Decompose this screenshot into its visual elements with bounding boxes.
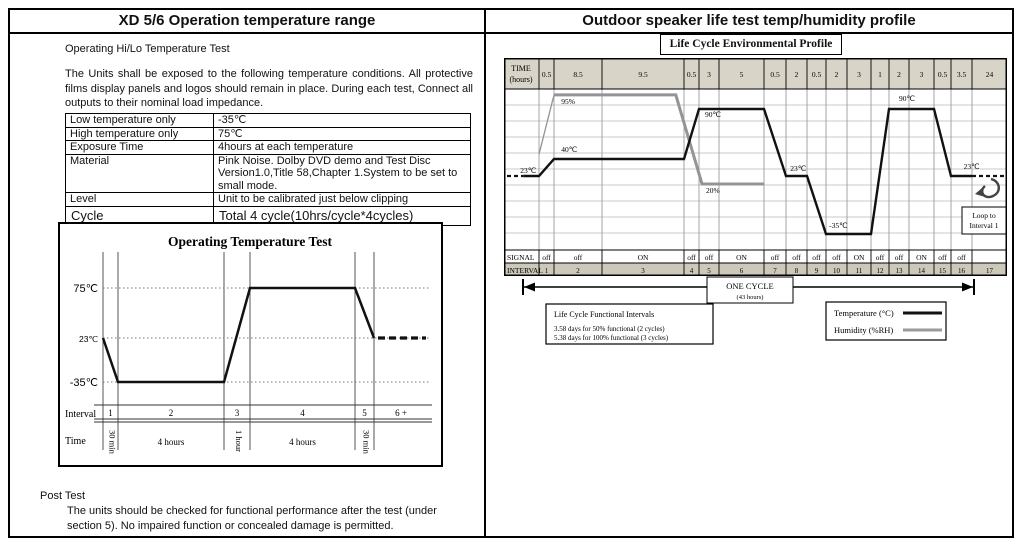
spec-value: Total 4 cycle(10hrs/cycle*4cycles) [214,206,471,225]
interval-cell: 2 [576,267,580,275]
one-cycle-label: ONE CYCLE [726,281,774,291]
spec-value: -35℃ [214,114,471,128]
table-border [505,59,1007,276]
point-annotation: 95% [561,96,575,106]
interval-cell: 7 [773,267,777,275]
time-cell: 2 [834,70,839,79]
spec-value: 4hours at each temperature [214,141,471,155]
time-cell: 3.5 [956,70,967,79]
loop-note-text: Loop to [972,211,996,220]
interval-cell: 13 [895,267,903,275]
time-cell-rotated: 1 hour [234,430,244,452]
point-annotation: 90℃ [899,94,915,103]
time-cell: 0.5 [937,70,948,79]
humidity-line-ramp [539,95,554,154]
signal-cell: ON [853,253,865,262]
interval-cell: 1 [544,267,549,275]
chart-title: Operating Temperature Test [167,234,333,249]
time-header: TIME [511,64,531,73]
y-tick-label: 23℃ [78,334,98,344]
spec-table [65,113,471,226]
point-annotation: 23℃ [520,166,537,175]
document-frame [8,8,1014,538]
legend-label: Temperature (°C) [834,308,894,318]
time-cell: 0.5 [686,70,697,79]
signal-cell: ON [736,253,747,262]
signal-cell: off [573,253,583,262]
signal-cell: off [894,253,904,262]
profile-title: Life Cycle Environmental Profile [660,34,842,55]
time-cell: 3 [919,70,924,79]
signal-header: SIGNAL [507,253,535,262]
life-cycle-profile-chart-svg [503,58,1008,348]
functional-intervals-line: 3.58 days for 50% functional (2 cycles) [554,325,665,333]
signal-cell: off [687,253,696,262]
time-cell: 0.5 [770,70,780,79]
interval-cell: 17 [986,267,993,275]
time-cell: 4 hours [157,437,185,447]
operating-temperature-chart [58,222,443,467]
point-annotation: 23℃ [790,164,807,173]
left-panel-title: XD 5/6 Operation temperature range [10,10,484,34]
time-cell: 24 [985,70,994,79]
time-cell: 2 [897,70,901,79]
time-cell: 0.5 [811,70,822,79]
spec-label: Exposure Time [66,141,214,155]
interval-cell: 11 [855,267,863,275]
spec-value: 75℃ [214,127,471,141]
signal-cell: off [792,253,801,262]
interval-cell: 2 [168,408,174,418]
time-cell: 4 hours [289,437,316,447]
signal-cell: off [875,253,885,262]
y-tick-label: -35℃ [69,377,98,389]
signal-cell: ON [637,253,649,262]
legend-label: Humidity (%RH) [834,325,894,335]
point-annotation: 40℃ [561,145,578,154]
post-test-body: The units should be checked for functional performance after the test (under section 5). No impaired function or concealed damage is permitted. [67,505,437,532]
y-tick-label: 75℃ [73,283,98,295]
intro-paragraph: The Units shall be exposed to the following temperature conditions. All protective films display panels and logos should remain in place. During each test, Connect all outputs to their nominal load impedance. [65,68,473,109]
spec-label: High temperature only [66,127,214,141]
arrow-head-left-icon [524,283,535,292]
interval-cell: 12 [876,267,884,275]
interval-cell: 3 [641,267,645,275]
table-row [66,114,471,128]
time-axis-label: Time [65,436,86,447]
interval-cell: 5 [362,408,367,418]
signal-cell: off [542,253,551,262]
interval-cell: 10 [833,267,840,275]
interval-cell: 14 [918,267,925,275]
signal-cell: off [704,253,714,262]
spec-value: Unit to be calibrated just below clipping [214,193,471,207]
point-annotation: -35℃ [829,221,848,230]
point-annotation: 20% [706,185,720,195]
signal-cell: off [957,253,966,262]
spec-label: Cycle [66,206,214,225]
interval-cell: 5 [707,267,711,275]
time-cell: 5 [739,70,744,79]
signal-cell: off [770,253,780,262]
loop-arrow-icon [982,179,999,197]
left-panel [10,10,486,536]
time-cell: 3 [857,70,861,79]
point-annotation: 23℃ [963,162,980,171]
time-cell: 0.5 [541,70,552,79]
subtitle: Operating Hi/Lo Temperature Test [65,43,230,55]
temperature-line [103,288,374,382]
interval-cell: 6 + [395,408,407,418]
table-row [66,193,471,207]
spec-label: Low temperature only [66,114,214,128]
interval-cell: 4 [689,267,694,275]
interval-cell: 3 [234,408,240,418]
right-panel-title: Outdoor speaker life test temp/humidity profile [486,10,1012,34]
interval-axis-label: Interval [65,409,97,420]
time-cell: 3 [707,70,711,79]
post-test-heading: Post Test [40,490,86,502]
functional-intervals-title: Life Cycle Functional Intervals [554,310,655,319]
time-header: (hours) [509,75,533,84]
temperature-line [523,109,972,234]
time-cell-rotated: 30 min [361,430,372,454]
signal-cell: off [938,253,947,262]
interval-cell: 1 [108,408,113,418]
interval-cell: 4 [300,408,305,418]
time-cell: 9.5 [638,70,648,79]
operating-temperature-chart-svg [60,224,441,465]
signal-cell: off [812,253,821,262]
time-cell: 2 [794,70,799,79]
interval-cell: 15 [939,267,946,275]
interval-header: INTERVAL [507,266,543,275]
interval-cell: 8 [794,267,799,275]
signal-cell: ON [916,253,927,262]
table-row [66,154,471,193]
right-panel [486,10,1012,536]
loop-note-text: Interval 1 [969,221,999,230]
interval-cell: 6 [739,267,744,275]
time-cell-rotated: 30 min [107,430,118,454]
spec-label: Level [66,193,214,207]
time-cell: 8.5 [573,70,583,79]
table-row [66,141,471,155]
table-row [66,127,471,141]
interval-cell: 16 [958,267,965,275]
spec-label: Material [66,154,214,193]
arrow-head-right-icon [962,283,973,292]
signal-cell: off [832,253,841,262]
spec-value: Pink Noise. Dolby DVD demo and Test Disc Version1.0,Title 58,Chapter 1.System to be set to small mode. [214,154,471,193]
functional-intervals-line: 5.38 days for 100% functional (3 cycles) [554,334,669,342]
one-cycle-sublabel: (43 hours) [736,294,764,301]
point-annotation: 90℃ [705,110,721,119]
interval-row-bg [505,263,1006,275]
time-cell: 1 [878,70,882,79]
interval-cell: 9 [814,267,819,275]
